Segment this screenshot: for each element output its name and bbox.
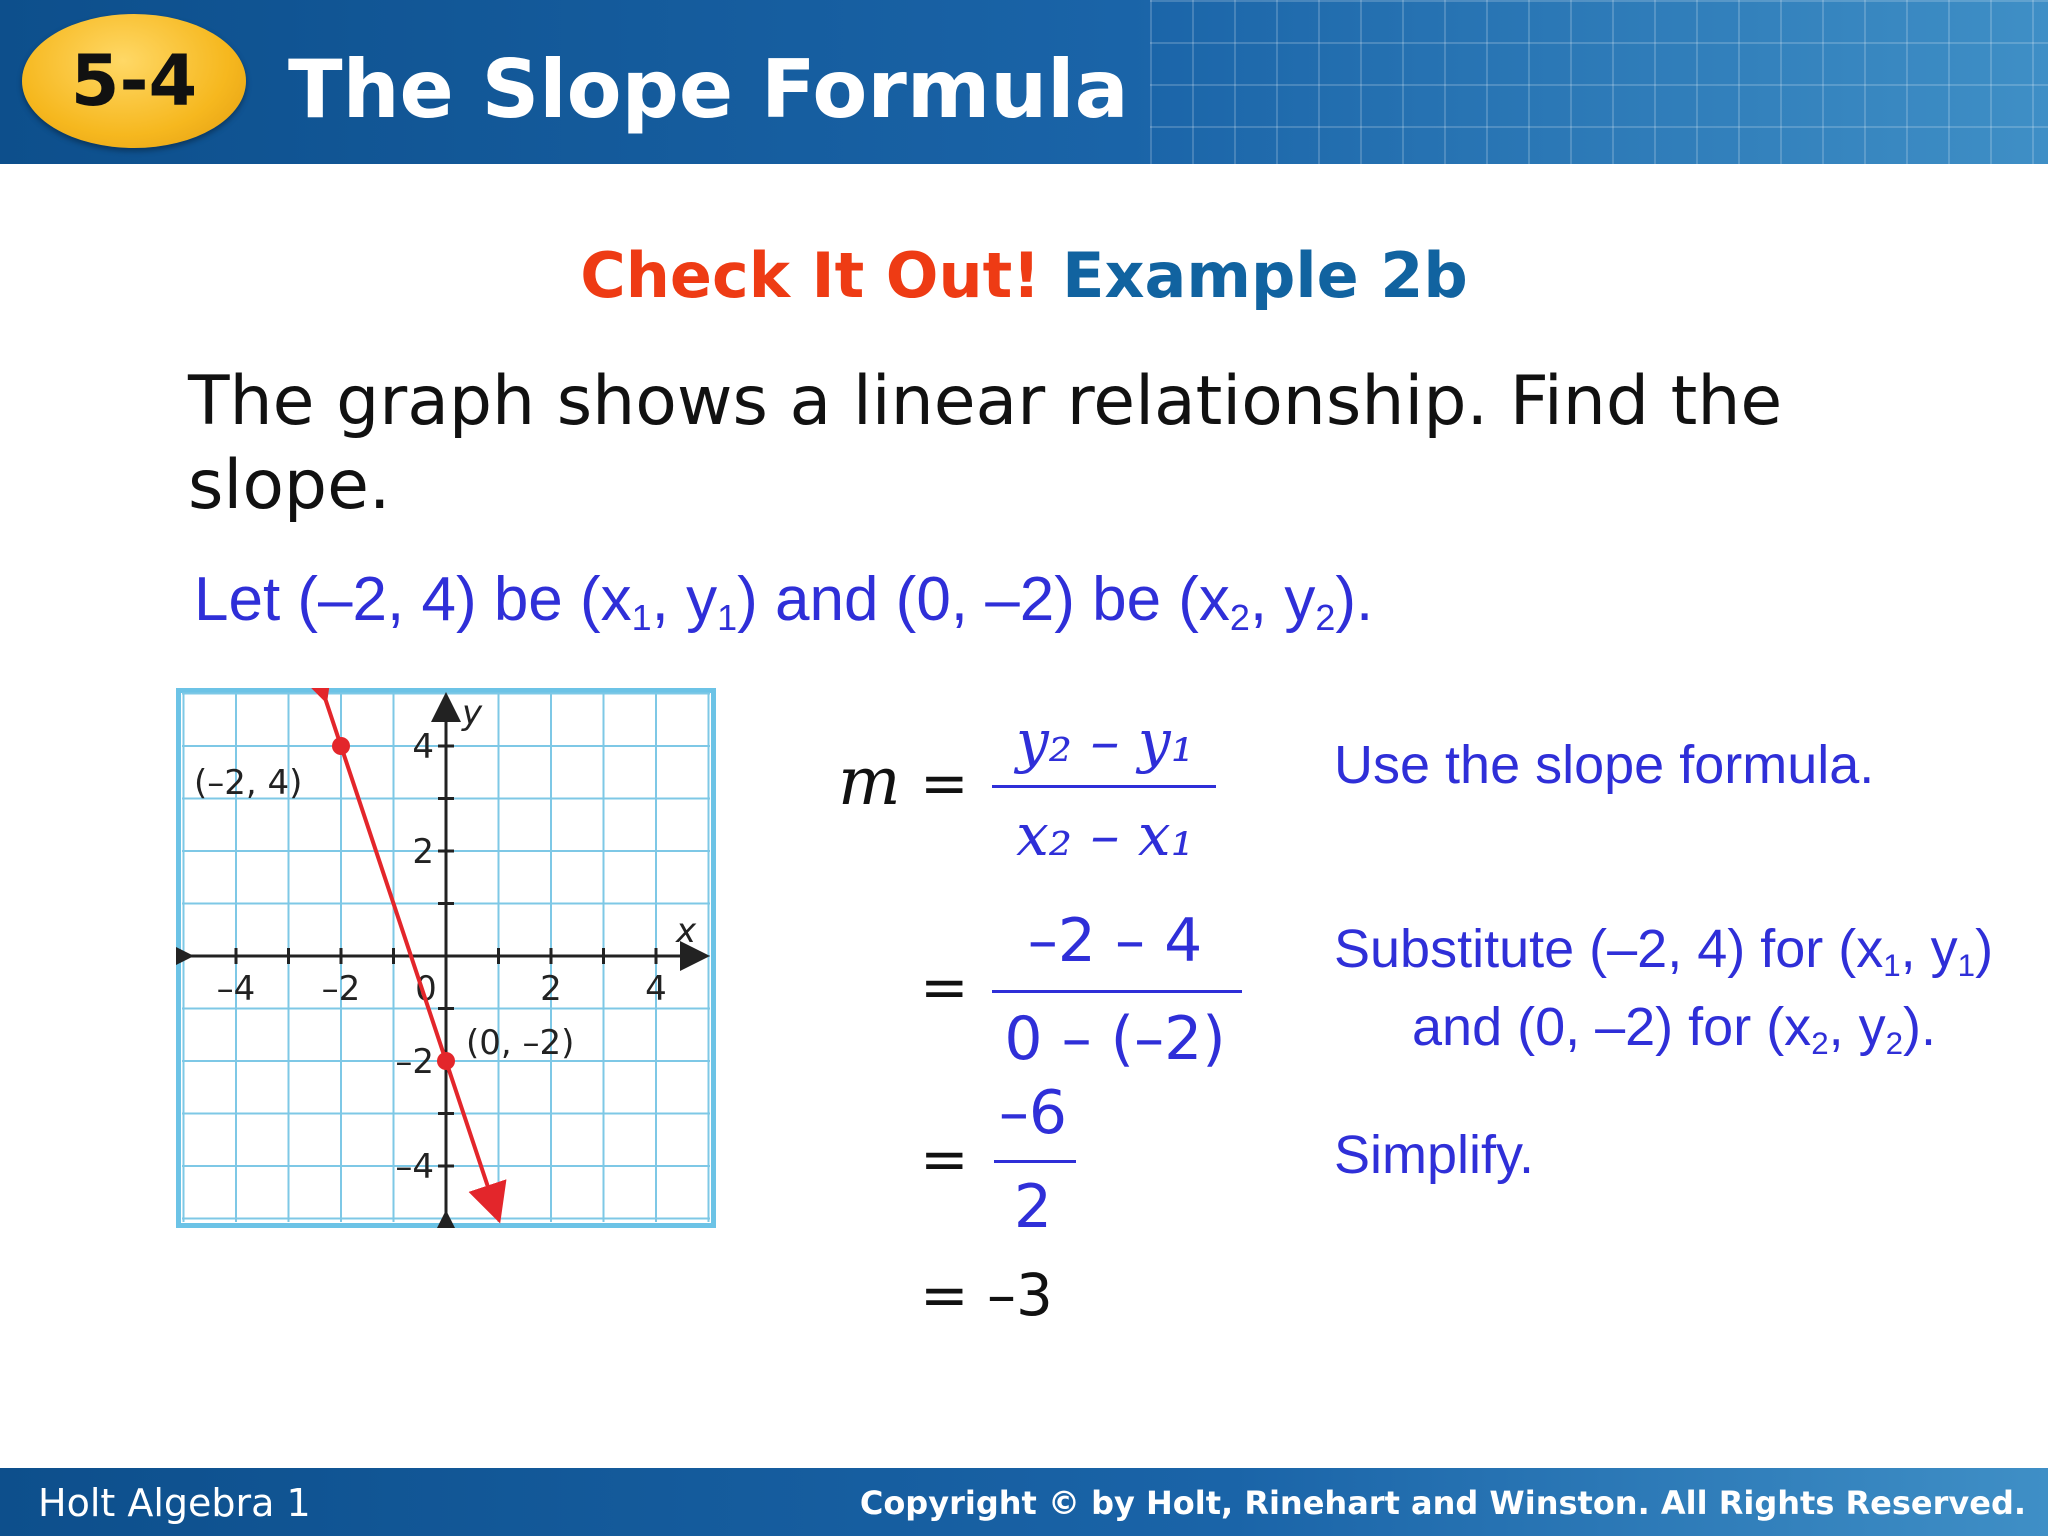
note-substitute-line-1 xyxy=(1334,916,1993,999)
fraction-2-bar xyxy=(992,990,1242,993)
note-text: ). xyxy=(1903,997,1937,1057)
subscript: 2 xyxy=(1229,597,1250,639)
fraction-1-bar xyxy=(992,785,1216,788)
subscript: 2 xyxy=(1315,597,1336,639)
course-name: Holt Algebra 1 xyxy=(38,1481,311,1525)
let-text: Let (–2, 4) be (x xyxy=(194,565,632,634)
note-substitute-line-2 xyxy=(1412,994,1936,1077)
problem-prompt: The graph shows a linear relationship. Find the slope. xyxy=(188,362,1783,525)
subscript: 2 xyxy=(1811,1025,1829,1061)
fraction-1-numerator: y₂ – y₁ xyxy=(1016,707,1194,775)
fraction-2-numerator: –2 – 4 xyxy=(1027,906,1203,976)
note-simplify: Simplify. xyxy=(1334,1125,1535,1185)
subscript: 1 xyxy=(631,597,652,639)
x-axis-label: x xyxy=(676,911,697,951)
note-text: , y xyxy=(1828,997,1886,1057)
equals-sign: = xyxy=(920,749,969,817)
note-text: and (0, –2) for (x xyxy=(1412,997,1812,1057)
fraction-3-numerator: –6 xyxy=(998,1078,1068,1148)
let-text: , y xyxy=(651,565,718,634)
y-tick-label: –2 xyxy=(395,1042,434,1082)
note-text: Substitute (–2, 4) for (x xyxy=(1334,919,1884,979)
x-tick-label: –4 xyxy=(216,969,256,1009)
point-2-label: (0, –2) xyxy=(466,1023,575,1063)
subscript: 2 xyxy=(1885,1025,1904,1061)
slope-result: = –3 xyxy=(920,1261,1053,1329)
let-text: ). xyxy=(1335,565,1374,634)
equals-sign: = xyxy=(920,953,969,1021)
y-axis-label: y xyxy=(462,693,483,733)
lesson-number: 5-4 xyxy=(70,40,198,122)
y-tick-label: 4 xyxy=(412,727,434,767)
check-it-out-label: Check It Out! xyxy=(580,239,1041,312)
equals-sign: = xyxy=(920,1125,969,1193)
y-tick-label: 2 xyxy=(412,832,434,872)
example-heading xyxy=(0,236,2048,316)
example-label: Example 2b xyxy=(1062,239,1468,312)
subscript: 1 xyxy=(717,597,738,639)
lesson-title: The Slope Formula xyxy=(288,43,1129,136)
footer-bar xyxy=(0,1468,2048,1536)
header-grid-decoration xyxy=(1150,0,2048,164)
fraction-1-denominator: x₂ – x₁ xyxy=(1016,801,1194,869)
fraction-2-denominator: 0 – (–2) xyxy=(1004,1004,1226,1074)
point-assignment xyxy=(194,560,1373,658)
fraction-3-bar xyxy=(994,1160,1076,1163)
copyright-notice: Copyright © by Holt, Rinehart and Winston. All Rights Reserved. xyxy=(859,1484,2026,1522)
x-tick-label: 4 xyxy=(645,969,667,1009)
subscript: 1 xyxy=(1957,947,1976,983)
let-text: , y xyxy=(1249,565,1316,634)
coordinate-graph xyxy=(176,688,716,1228)
x-tick-label: 0 xyxy=(415,969,437,1009)
note-text: ) xyxy=(1975,919,1994,979)
let-text: ) and (0, –2) be (x xyxy=(737,565,1230,634)
fraction-3-denominator: 2 xyxy=(1013,1172,1053,1242)
point-2-marker xyxy=(437,1052,455,1070)
slope-variable: m xyxy=(838,743,901,820)
y-tick-label: –4 xyxy=(395,1147,434,1187)
note-text: , y xyxy=(1900,919,1958,979)
note-slope-formula: Use the slope formula. xyxy=(1334,735,1875,795)
x-tick-label: –2 xyxy=(321,969,361,1009)
point-1-marker xyxy=(332,737,350,755)
subscript: 1 xyxy=(1883,947,1901,983)
point-1-label: (–2, 4) xyxy=(194,763,303,803)
x-tick-label: 2 xyxy=(540,969,562,1009)
